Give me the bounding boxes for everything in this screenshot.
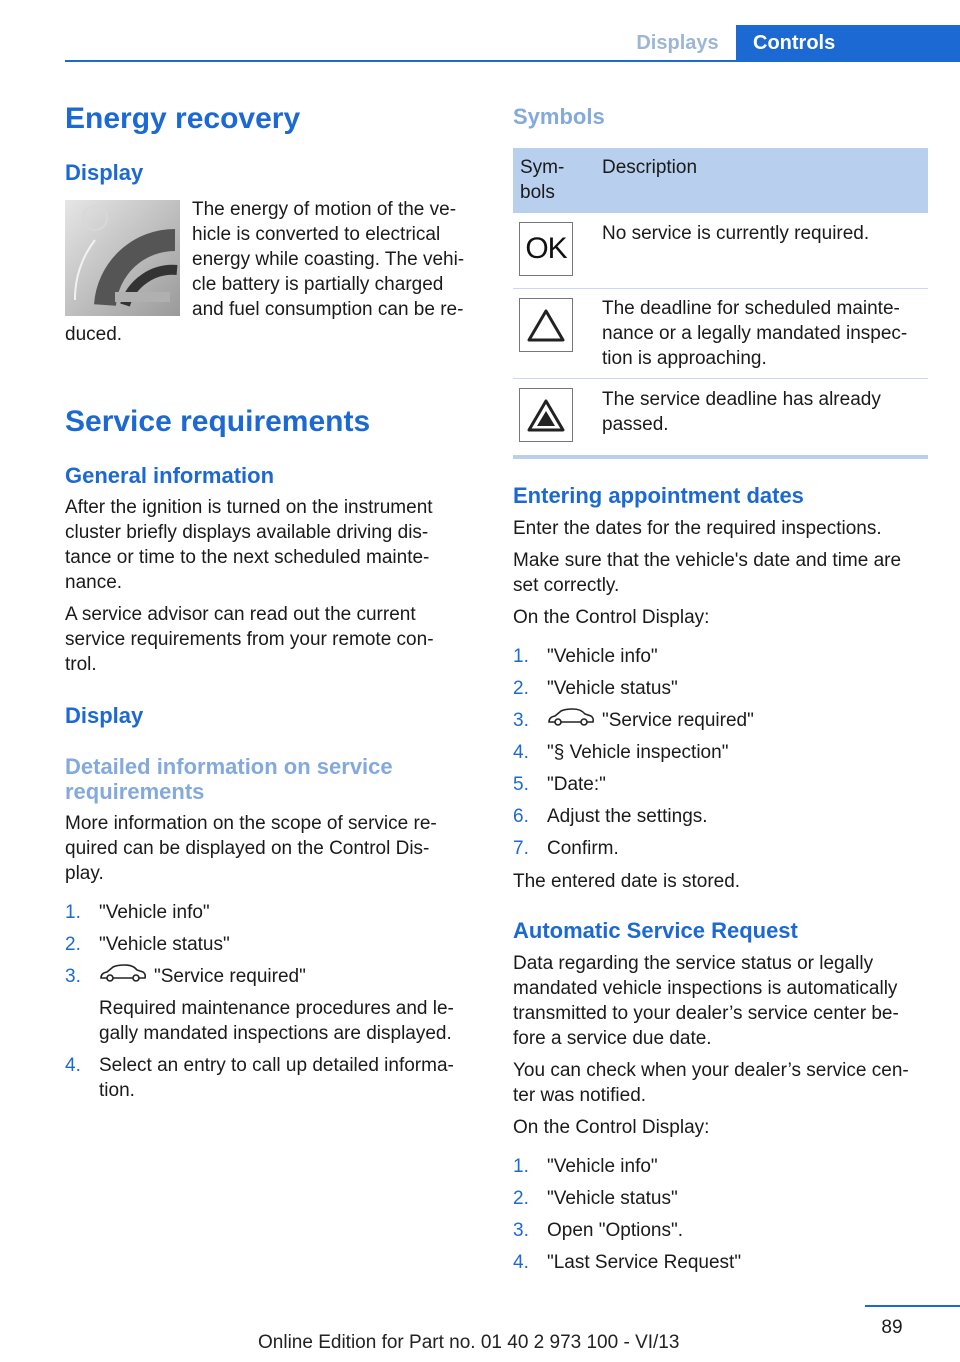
asr-paragraph-2 xyxy=(513,1058,909,1108)
detail-paragraph xyxy=(65,811,437,886)
text-line: set correctly. xyxy=(513,575,620,596)
list-text: Open "Options". xyxy=(547,1220,684,1241)
list-number: 4. xyxy=(513,1252,529,1273)
service-requirements-title: Service requirements xyxy=(65,405,371,438)
general-paragraph-1 xyxy=(65,495,433,595)
car-icon xyxy=(547,708,595,733)
list-number: 5. xyxy=(513,774,529,795)
text-line: bols xyxy=(520,182,555,203)
ok-icon xyxy=(519,222,573,276)
list-number: 2. xyxy=(513,678,529,699)
header-rule xyxy=(65,60,960,62)
symbols-heading: Symbols xyxy=(513,104,605,129)
list-number: 6. xyxy=(513,806,529,827)
ok-symbol-text: OK xyxy=(525,232,567,265)
text-line: energy while coasting. The vehi- xyxy=(192,249,465,270)
list-text: "Vehicle info" xyxy=(547,1156,658,1177)
text-line: Data regarding the service status or legally xyxy=(513,953,874,974)
text-line: tance or time to the next scheduled mainte- xyxy=(65,547,430,568)
text-line: nance. xyxy=(65,572,123,593)
appt-paragraph-3: On the Control Display: xyxy=(513,607,710,628)
list-text: "Service required" xyxy=(154,966,306,987)
car-icon xyxy=(99,964,147,989)
list-text: "Last Service Request" xyxy=(547,1252,742,1273)
text-line: The energy of motion of the ve- xyxy=(192,199,457,220)
text-line: After the ignition is turned on the instrument xyxy=(65,497,433,518)
appt-steps-list xyxy=(513,644,933,864)
list-text: gally mandated inspections are displayed. xyxy=(99,1023,452,1044)
table-row-3-description xyxy=(602,387,881,437)
list-text: Required maintenance procedures and le- xyxy=(99,998,454,1019)
table-row-1-description xyxy=(602,221,869,246)
asr-steps-list xyxy=(513,1154,933,1279)
text-line: mandated vehicle inspections is automatically xyxy=(513,978,898,999)
text-line: A service advisor can read out the current xyxy=(65,604,416,625)
appt-paragraph-4: The entered date is stored. xyxy=(513,871,741,892)
text-line: trol. xyxy=(65,654,97,675)
list-number: 2. xyxy=(65,934,81,955)
symbols-table-header xyxy=(513,148,928,213)
text-line: cle battery is partially charged xyxy=(192,274,444,295)
header-tab-controls: Controls xyxy=(736,25,960,61)
list-number: 7. xyxy=(513,838,529,859)
list-text: "§ Vehicle inspection" xyxy=(547,742,729,763)
table-row-2-description xyxy=(602,296,907,371)
list-text: Adjust the settings. xyxy=(547,806,708,827)
text-line: hicle is converted to electrical xyxy=(192,224,441,245)
asr-paragraph-1 xyxy=(513,951,899,1051)
list-text: tion. xyxy=(99,1080,135,1101)
list-number: 3. xyxy=(65,966,81,987)
list-number: 3. xyxy=(513,1220,529,1241)
energy-text-block xyxy=(192,197,464,322)
list-text: "Vehicle status" xyxy=(547,678,678,699)
energy-gauge-image xyxy=(65,200,180,316)
energy-recovery-title: Energy recovery xyxy=(65,102,301,135)
general-information-heading: General information xyxy=(65,463,275,488)
footer-rule xyxy=(865,1305,960,1307)
appt-paragraph-1: Enter the dates for the required inspections. xyxy=(513,518,882,539)
list-number: 1. xyxy=(513,1156,529,1177)
appt-paragraph-2 xyxy=(513,548,901,598)
energy-text-last: duced. xyxy=(65,324,123,345)
text-line: play. xyxy=(65,863,104,884)
text-line: You can check when your dealer’s service cen- xyxy=(513,1060,909,1081)
text-line: and fuel consumption can be re- xyxy=(192,299,464,320)
table-header-description: Description xyxy=(602,157,698,178)
list-text: Confirm. xyxy=(547,838,619,859)
list-text: "Vehicle status" xyxy=(99,934,230,955)
entering-appointment-heading: Entering appointment dates xyxy=(513,483,804,508)
display-heading: Display xyxy=(65,703,144,728)
text-line: The service deadline has already xyxy=(602,389,881,410)
automatic-service-request-heading: Automatic Service Request xyxy=(513,918,798,943)
footer-edition: Online Edition for Part no. 01 40 2 973 100 - VI/13 xyxy=(258,1332,680,1353)
warning-triangle-filled-icon xyxy=(519,388,573,442)
heading-line: requirements xyxy=(65,779,205,804)
list-text: "Vehicle status" xyxy=(547,1188,678,1209)
list-text: "Date:" xyxy=(547,774,606,795)
text-line: No service is currently required. xyxy=(602,223,870,244)
table-bottom-rule xyxy=(513,455,928,459)
heading-line: Detailed information on service xyxy=(65,754,393,779)
list-number: 4. xyxy=(65,1055,81,1076)
warning-triangle-icon xyxy=(519,298,573,352)
text-line: quired can be displayed on the Control Dis- xyxy=(65,838,430,859)
text-line: Sym- xyxy=(520,157,565,178)
text-line: ter was notified. xyxy=(513,1085,647,1106)
list-number: 2. xyxy=(513,1188,529,1209)
text-line: passed. xyxy=(602,414,669,435)
text-line: service requirements from your remote con- xyxy=(65,629,434,650)
table-header-symbols xyxy=(520,155,564,205)
list-text: "Service required" xyxy=(602,710,754,731)
list-number: 3. xyxy=(513,710,529,731)
text-line: nance or a legally mandated inspec- xyxy=(602,323,908,344)
list-text: "Vehicle info" xyxy=(547,646,658,667)
text-line: tion is approaching. xyxy=(602,348,767,369)
text-line: Make sure that the vehicle's date and time are xyxy=(513,550,902,571)
text-line: More information on the scope of service re- xyxy=(65,813,437,834)
table-row-divider xyxy=(513,288,928,289)
text-line: The deadline for scheduled mainte- xyxy=(602,298,900,319)
asr-paragraph-3: On the Control Display: xyxy=(513,1117,710,1138)
detail-steps-list xyxy=(65,900,475,1100)
list-number: 4. xyxy=(513,742,529,763)
detailed-info-heading xyxy=(65,754,393,804)
list-text: Select an entry to call up detailed informa- xyxy=(99,1055,454,1076)
page-number: 89 xyxy=(881,1317,903,1338)
general-paragraph-2 xyxy=(65,602,434,677)
text-line: transmitted to your dealer’s service center be- xyxy=(513,1003,899,1024)
list-number: 1. xyxy=(513,646,529,667)
text-line: fore a service due date. xyxy=(513,1028,712,1049)
list-text: "Vehicle info" xyxy=(99,902,210,923)
header-tab-displays: Displays xyxy=(636,31,719,54)
list-number: 1. xyxy=(65,902,81,923)
table-row-divider xyxy=(513,378,928,379)
energy-display-heading: Display xyxy=(65,160,144,185)
text-line: cluster briefly displays available driving dis- xyxy=(65,522,429,543)
